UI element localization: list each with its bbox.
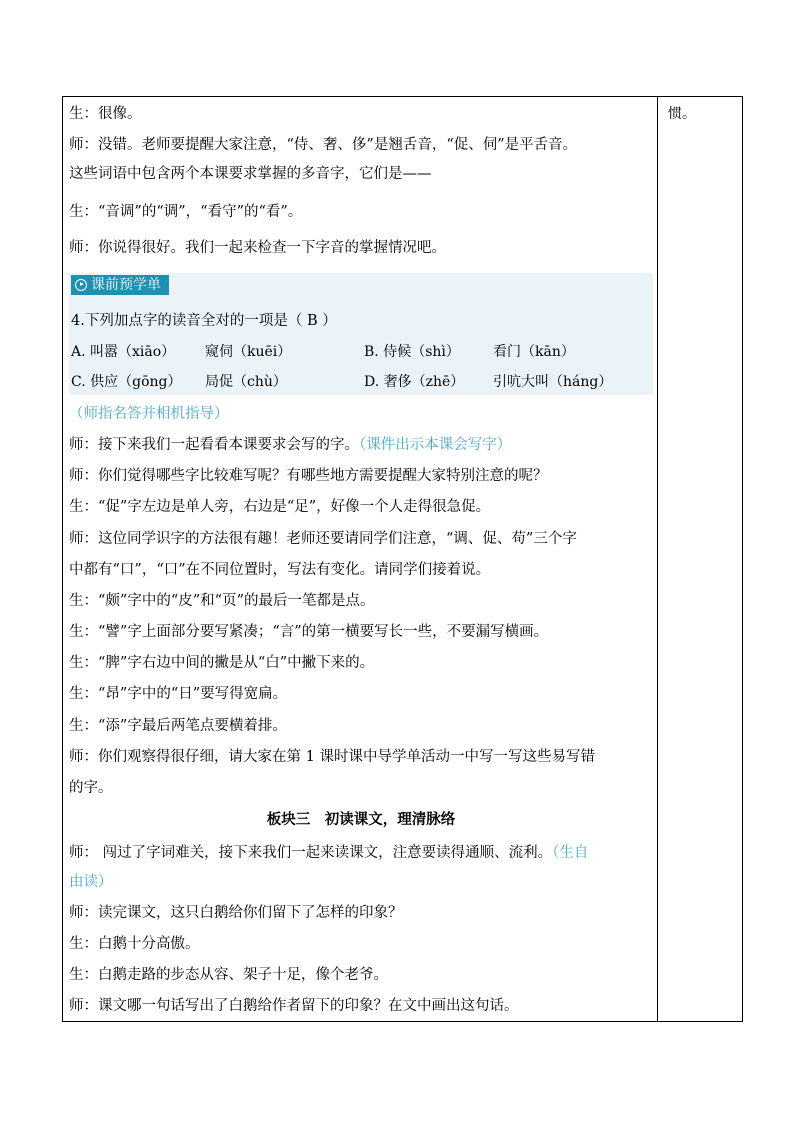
option-a2: 窥伺（kuēi） <box>205 344 292 360</box>
option-d1: D. 奢侈（zhē） <box>364 374 465 390</box>
text-line: 生：白鹅走路的步态从容、架子十足，像个老爷。 <box>69 967 388 983</box>
option-c2: 局促（chù） <box>205 374 287 390</box>
option-c1: C. 供应（gōng） <box>71 374 182 390</box>
text-line: 师： 闯过了字词难关，接下来我们一起来读课文，注意要读得通顺、流利。（生自 <box>69 845 589 861</box>
text-line: 由读） <box>69 874 113 890</box>
text-line: 师：你说得很好。我们一起来检查一下字音的掌握情况吧。 <box>69 240 446 256</box>
text-line: 生：很像。 <box>69 106 142 122</box>
text-line: 生：“脾”字右边中间的撇是从“白”中撇下来的。 <box>69 655 375 671</box>
side-note: 惯。 <box>668 106 696 122</box>
play-circle-icon <box>75 279 87 291</box>
text-line: 师：读完课文，这只白鹅给你们留下了怎样的印象？ <box>69 905 403 921</box>
text-line: 师：你们观察得很仔细，请大家在第 1 课时课中导学单活动一中写一写这些易写错 <box>69 749 595 765</box>
text-line: 生：“昂”字中的“日”要写得宽扁。 <box>69 686 288 702</box>
option-a1: A. 叫嚣（xiāo） <box>71 344 176 360</box>
option-d2: 引吭大叫（háng） <box>493 374 613 390</box>
text-line: 生：“添”字最后两笔点要横着排。 <box>69 718 287 734</box>
text-line: 师：接下来我们一起看看本课要求会写的字。（课件出示本课会写字） <box>69 437 512 453</box>
column-divider <box>657 97 658 1021</box>
preview-box <box>69 273 653 395</box>
text-line: 生：“音调”的“调”，“看守”的“看”。 <box>69 204 303 220</box>
text-line: 中都有“口”，“口”在不同位置时，写法有变化。请同学们接着说。 <box>69 562 491 578</box>
text-line: 生：“颇”字中的“皮”和“页”的最后一笔都是点。 <box>69 593 375 609</box>
text-line: 师：你们觉得哪些字比较难写呢？有哪些地方需要提醒大家特别注意的呢？ <box>69 468 548 484</box>
lesson-table <box>62 96 743 1022</box>
option-b1: B. 侍候（shì） <box>364 344 460 360</box>
text-line: 这些词语中包含两个本课要求掌握的多音字，它们是—— <box>69 166 432 182</box>
text-line: 师：课文哪一句话写出了白鹅给作者留下的印象？在文中画出这句话。 <box>69 998 519 1014</box>
text-line: 生：“譬”字上面部分要写紧凑；“言”的第一横要写长一些，不要漏写横画。 <box>69 624 549 640</box>
option-b2: 看门（kān） <box>493 344 575 360</box>
preview-title-badge <box>71 275 169 295</box>
text-line: 生：白鹅十分高傲。 <box>69 936 200 952</box>
preview-question: 4.下列加点字的读音全对的一项是（ B ） <box>71 313 337 329</box>
text-line: 师：这位同学识字的方法很有趣！老师还要请同学们注意，“调、促、苟”三个字 <box>69 531 577 547</box>
preview-title: 课前预学单 <box>91 277 161 293</box>
text-line: （师指名答并相机指导） <box>69 406 229 422</box>
section-heading: 板块三 初读课文，理清脉络 <box>266 811 456 828</box>
text-line: 师：没错。老师要提醒大家注意，“侍、奢、侈”是翘舌音，“促、伺”是平舌音。 <box>69 137 578 153</box>
text-line: 生：“促”字左边是单人旁，右边是“足”，好像一个人走得很急促。 <box>69 499 491 515</box>
text-line: 的字。 <box>69 780 113 796</box>
